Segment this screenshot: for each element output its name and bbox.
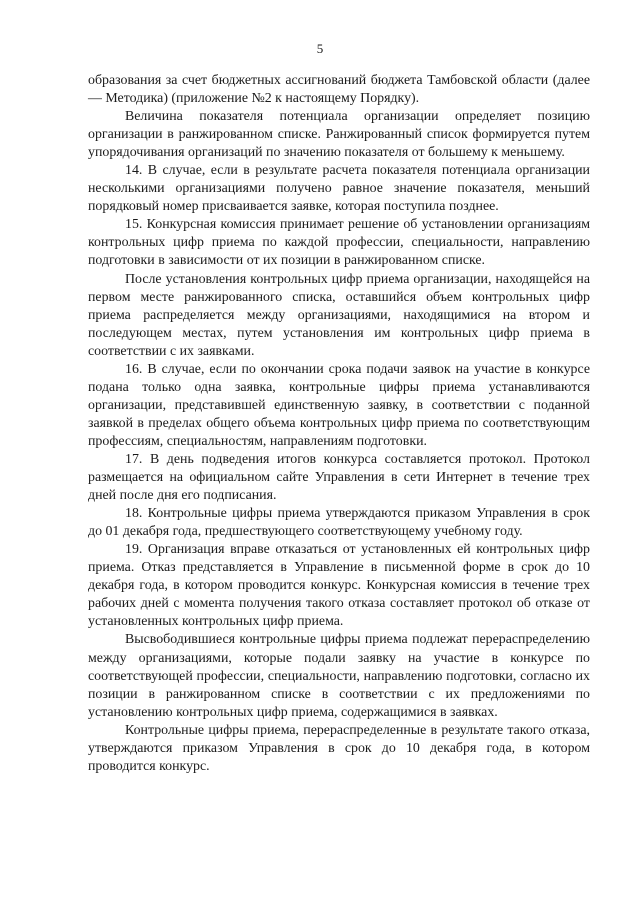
- paragraph-item-14: 14. В случае, если в результате расчета показателя потенциала организации несколькими организациями получено равное значение показателя, меньший порядковый номер присваивается заявке, которая поступила позднее.: [88, 163, 590, 215]
- paragraph-redistribution-approval: Контрольные цифры приема, перераспределенные в результате такого отказа, утверждаются приказом Управления в срок до 10 декабря года, в котором проводится конкурс.: [88, 722, 590, 774]
- paragraph-remaining-distribution: После установления контрольных цифр приема организации, находящейся на первом месте ранжированного списка, оставшийся объем контрольных цифр приема распределяется между организациями, находящимися на втором и последующем местах, путем установления им контрольных цифр приема в соответствии с их заявками.: [88, 271, 590, 359]
- paragraph-methodology-reference: образования за счет бюджетных ассигнований бюджета Тамбовской области (далее — Методика) (приложение №2 к настоящему Порядку).: [88, 73, 590, 107]
- document-body: [88, 72, 590, 776]
- paragraph-item-19: 19. Организация вправе отказаться от установленных ей контрольных цифр приема. Отказ представляется в Управление в письменной форме в срок до 10 декабря года, в котором проводится конкурс. Конкурсная комиссия в течение трех рабочих дней с момента получения такого отказа составляет протокол об отказе от установленных контрольных цифр приема.: [88, 542, 590, 630]
- paragraph-redistribution: Высвободившиеся контрольные цифры приема подлежат перераспределению между организациями, которые подали заявку на участие в конкурсе по соответствующей профессии, специальности, направлению подготовки, согласно их позиции в ранжированном списке в соответствии с их предложениями по установлению контрольных цифр приема, содержащимися в заявках.: [88, 632, 590, 720]
- paragraph-potential-indicator: Величина показателя потенциала организации определяет позицию организации в ранжированном списке. Ранжированный список формируется путем упорядочивания организаций по значению показателя от большему к меньшему.: [88, 109, 590, 161]
- paragraph-item-18: 18. Контрольные цифры приема утверждаются приказом Управления в срок до 01 декабря года, предшествующего соответствующему учебному году.: [88, 506, 590, 540]
- paragraph-item-15: 15. Конкурсная комиссия принимает решение об установлении организациям контрольных цифр приема по каждой профессии, специальности, направлению подготовки в зависимости от их позиции в ранжированном списке.: [88, 217, 590, 269]
- paragraph-item-17: 17. В день подведения итогов конкурса составляется протокол. Протокол размещается на официальном сайте Управления в сети Интернет в течение трех дней после дня его подписания.: [88, 451, 590, 504]
- page-number: 5: [316, 41, 324, 56]
- paragraph-item-16: 16. В случае, если по окончании срока подачи заявок на участие в конкурсе подана только одна заявка, контрольные цифры приема устанавливаются организации, представившей единственную заявку, в соответствии с поданной заявкой в пределах общего объема контрольных цифр приема по соответствующим профессиям, специальностям, направлениям подготовки.: [88, 361, 590, 449]
